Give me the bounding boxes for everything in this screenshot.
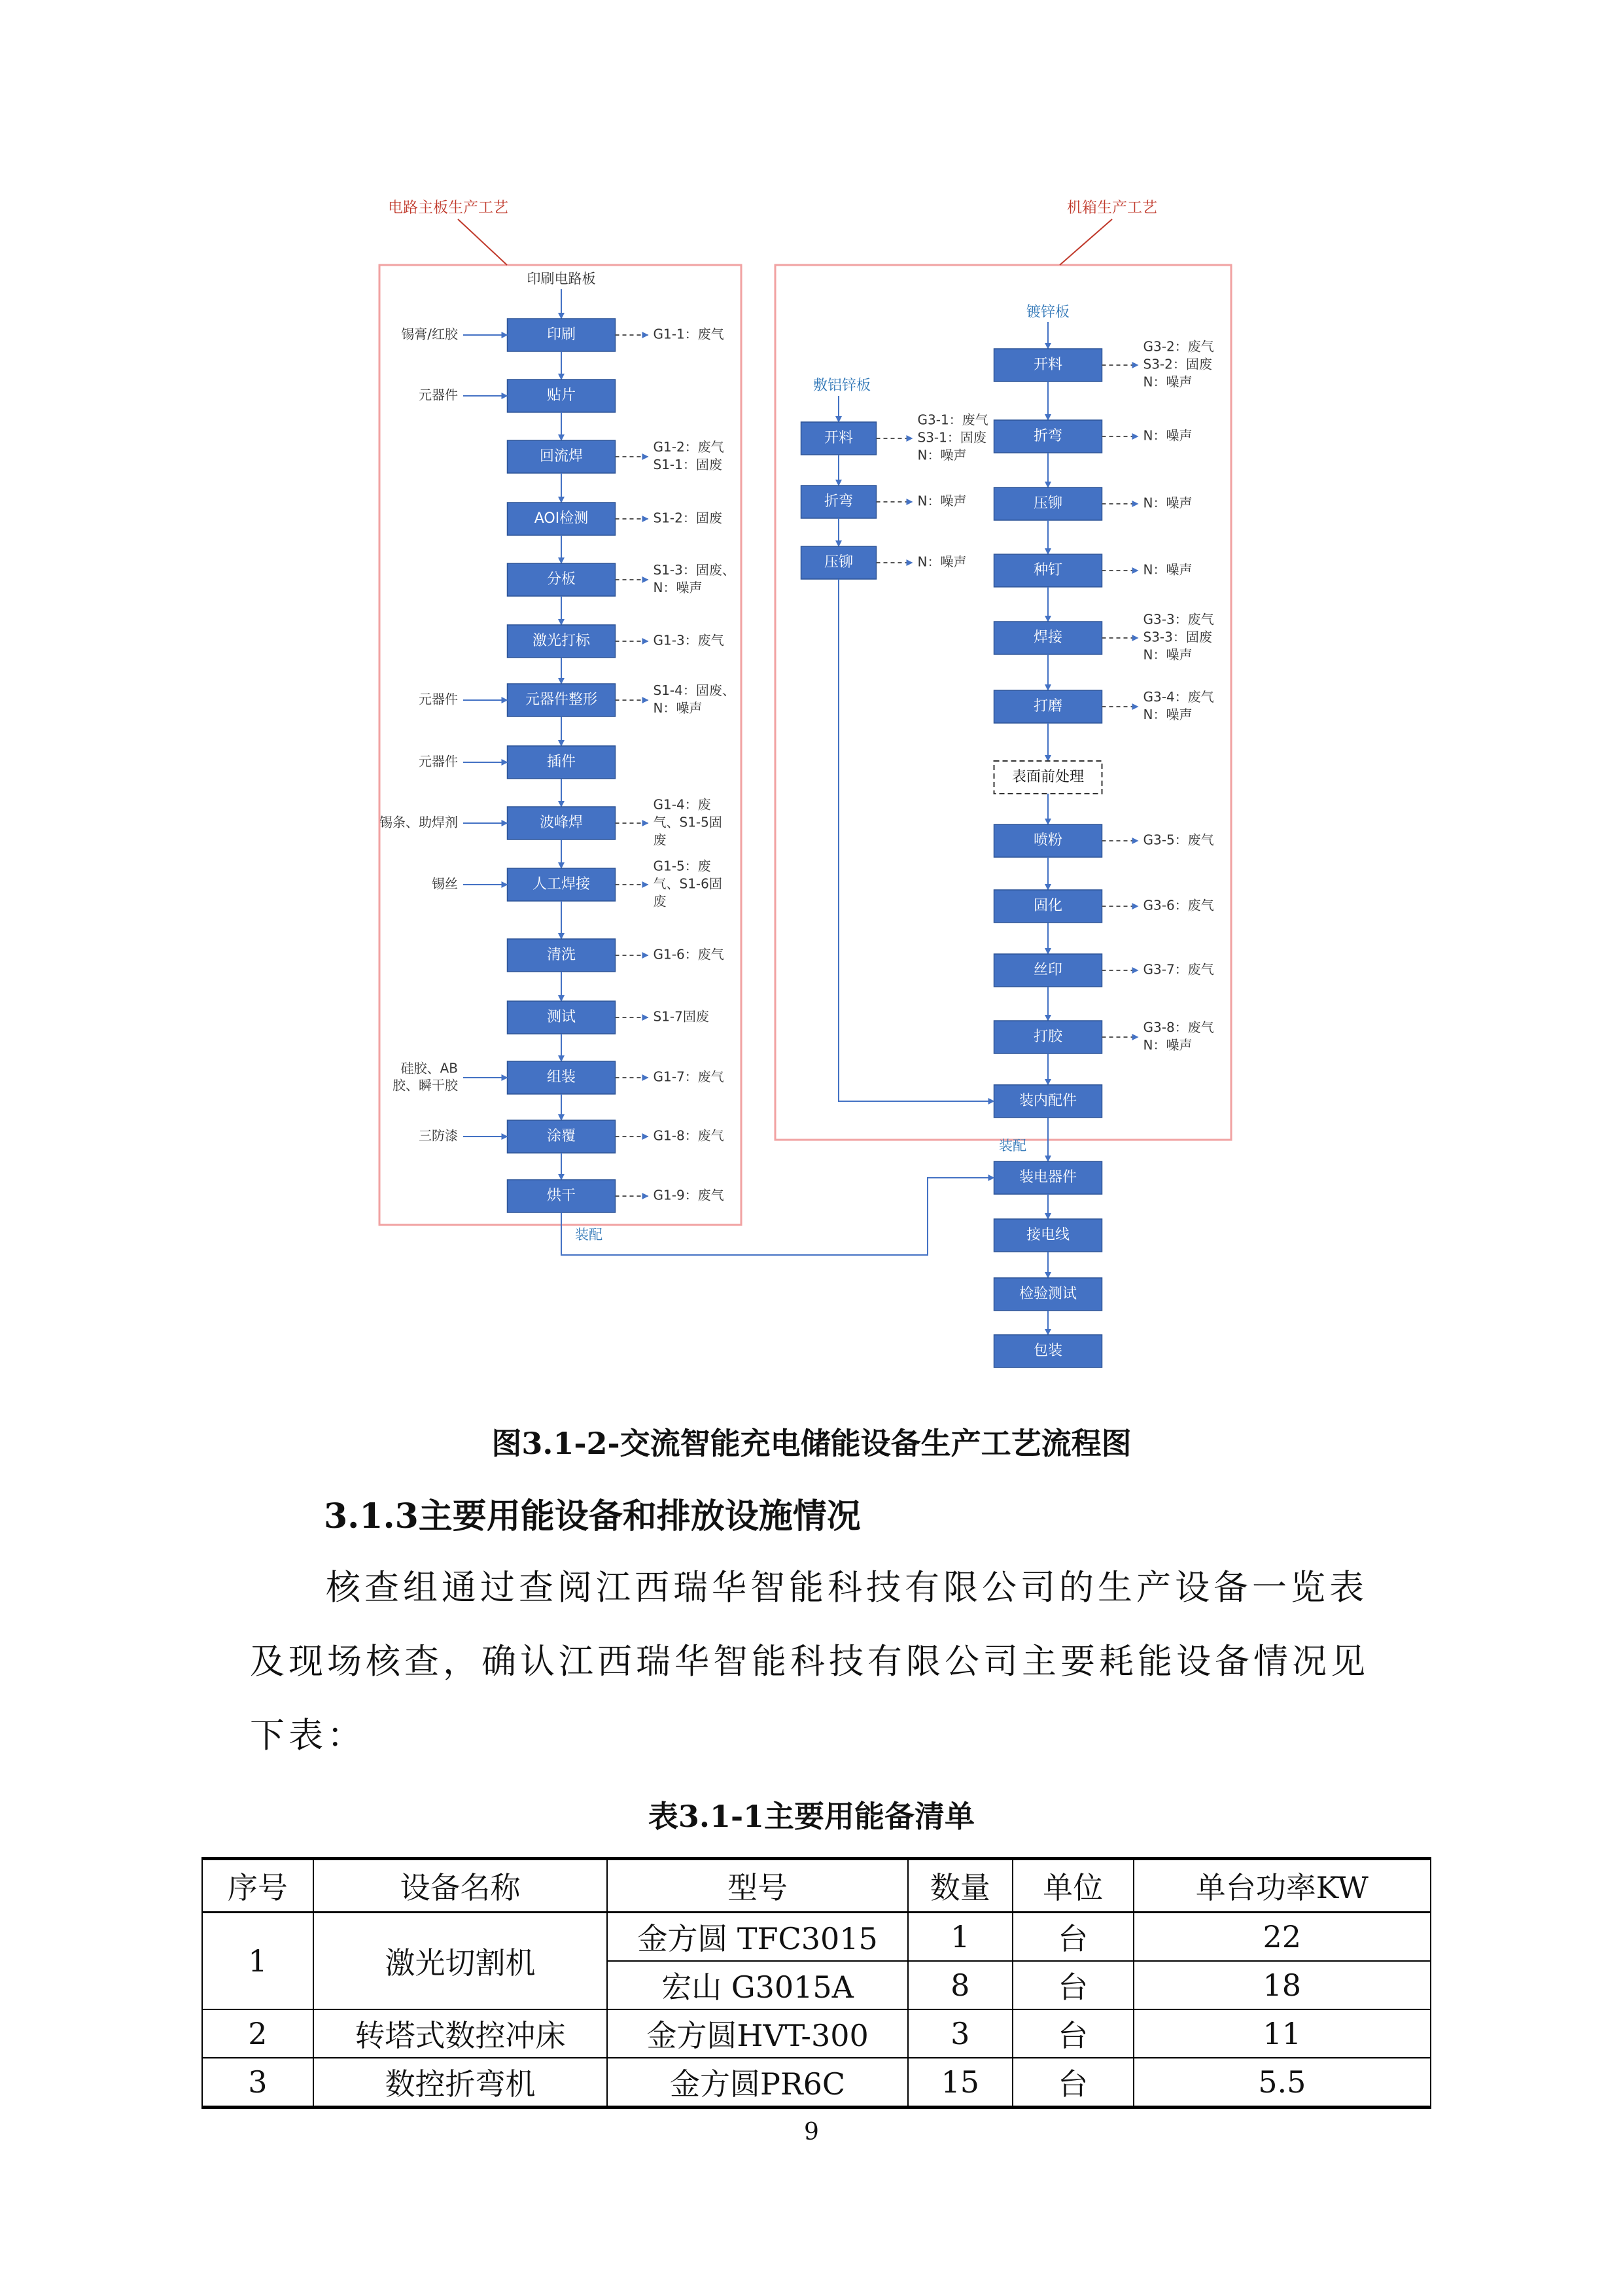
emission-label-line: G3-7：废气 xyxy=(1143,961,1214,978)
col-header-qty: 数量 xyxy=(908,1859,1013,1913)
emission-label-line: N：噪声 xyxy=(1143,561,1193,578)
emission-label-line: G3-5：废气 xyxy=(1143,832,1214,848)
final-process-box-label: 装电器件 xyxy=(1019,1169,1077,1186)
cell-power: 22 xyxy=(1134,1913,1431,1962)
process-box-label: 打胶 xyxy=(1033,1029,1063,1045)
process-box-label: 压铆 xyxy=(1033,495,1063,512)
cell-power: 18 xyxy=(1134,1961,1431,2009)
cell-power: 5.5 xyxy=(1134,2058,1431,2108)
emission-label-line: G3-4：废气 xyxy=(1143,689,1214,705)
emission-label-line: N：噪声 xyxy=(653,580,703,595)
emission-label-line: S3-2：固废 xyxy=(1143,356,1212,372)
emission-label-line: S3-1：固废 xyxy=(917,429,986,446)
emission-label-line: 废 xyxy=(653,832,667,848)
input-material-label: 元器件 xyxy=(419,753,458,769)
emission-label-line: 气、S1-5固 xyxy=(653,814,722,830)
emission-label-line: N：噪声 xyxy=(653,700,703,716)
emission-label-line: G3-2：废气 xyxy=(1143,338,1214,355)
cell-unit: 台 xyxy=(1013,1913,1134,1962)
table-title: 表3.1-1主要用能备清单 xyxy=(648,1799,975,1834)
process-box-label: 压铆 xyxy=(824,554,854,571)
emission-label-line: G1-9：废气 xyxy=(653,1187,724,1203)
emission-label-line: S1-1：固废 xyxy=(653,457,722,472)
process-box-label: 打磨 xyxy=(1033,698,1063,715)
process-box-label: 装内配件 xyxy=(1019,1093,1077,1109)
col-header-power: 单台功率KW xyxy=(1134,1859,1431,1913)
cell-qty: 15 xyxy=(908,2058,1013,2108)
pretreatment-box-label: 表面前处理 xyxy=(1011,769,1085,785)
body-paragraph: 核查组通过查阅江西瑞华智能科技有限公司的生产设备一览表及现场核查，确认江西瑞华智能科技有限公司主要耗能设备情况见下表： xyxy=(250,1568,1369,1756)
emission-label-line: S3-3：固废 xyxy=(1143,629,1212,645)
input-material-label: 胶、瞬干胶 xyxy=(393,1077,458,1093)
table-row xyxy=(202,2058,1431,2108)
left-section-leader xyxy=(458,219,507,265)
emission-label-line: G1-4：废 xyxy=(653,796,711,813)
process-box-label: 固化 xyxy=(1033,898,1063,914)
emission-label-line: G1-6：废气 xyxy=(653,946,724,963)
emission-label-line: G1-3：废气 xyxy=(653,632,724,648)
left-start-label: 印刷电路板 xyxy=(527,271,596,287)
cell-model: 金方圆PR6C xyxy=(607,2058,908,2108)
input-material-label: 元器件 xyxy=(419,387,458,403)
input-material-label: 元器件 xyxy=(419,691,458,707)
emission-label-line: 废 xyxy=(653,893,667,910)
process-box-label: 涂覆 xyxy=(546,1128,576,1144)
emission-label-line: G1-8：废气 xyxy=(653,1127,724,1144)
emission-label-line: N：噪声 xyxy=(917,493,967,509)
process-box-label: 折弯 xyxy=(1033,428,1063,444)
col-header-no: 序号 xyxy=(202,1859,313,1913)
table-row xyxy=(202,1913,1431,1962)
left-assembly-label: 装配 xyxy=(575,1227,602,1243)
emission-label-line: S1-3：固废、 xyxy=(653,562,735,578)
col-header-name: 设备名称 xyxy=(313,1859,607,1913)
equipment-table xyxy=(201,1857,1431,2109)
process-box-label: 喷粉 xyxy=(1033,832,1063,849)
process-box-label: 组装 xyxy=(546,1069,576,1086)
input-material-label: 锡条、助焊剂 xyxy=(379,814,458,830)
emission-label-line: 气、S1-6固 xyxy=(653,875,722,892)
emission-label-line: G3-3：废气 xyxy=(1143,611,1214,627)
process-box-label: 开料 xyxy=(824,430,854,446)
table-header-row xyxy=(202,1859,1431,1913)
section-heading: 3.1.3主要用能设备和排放设施情况 xyxy=(324,1496,861,1536)
cell-power: 11 xyxy=(1134,2009,1431,2058)
left-section-label: 电路主板生产工艺 xyxy=(388,199,508,217)
cell-model: 宏山 G3015A xyxy=(607,1961,908,2009)
process-box-label: AOI检测 xyxy=(534,510,589,527)
process-box-label: 元器件整形 xyxy=(525,692,598,708)
cell-unit: 台 xyxy=(1013,2058,1134,2108)
right-assembly-label: 装配 xyxy=(999,1138,1026,1154)
figure-caption: 图3.1-2-交流智能充电储能设备生产工艺流程图 xyxy=(491,1426,1132,1461)
cell-qty: 8 xyxy=(908,1961,1013,2009)
emission-label-line: G1-7：废气 xyxy=(653,1069,724,1085)
emission-label-line: S1-7固废 xyxy=(653,1008,709,1025)
emission-label-line: G3-6：废气 xyxy=(1143,897,1214,913)
process-box-label: 折弯 xyxy=(824,493,854,510)
right-section-label: 机箱生产工艺 xyxy=(1067,199,1157,217)
emission-label-line: N：噪声 xyxy=(1143,427,1193,444)
cell-no: 1 xyxy=(202,1913,313,2010)
final-process-box-label: 包装 xyxy=(1033,1343,1063,1359)
process-box-label: 烘干 xyxy=(546,1188,576,1204)
zn-material-label: 镀锌板 xyxy=(1026,304,1070,321)
process-box-label: 印刷 xyxy=(546,327,576,343)
process-box-label: 激光打标 xyxy=(532,633,591,649)
cell-name: 数控折弯机 xyxy=(313,2058,607,2108)
col-header-model: 型号 xyxy=(607,1859,908,1913)
right-section-leader xyxy=(1060,219,1112,265)
final-process-box-label: 检验测试 xyxy=(1019,1286,1077,1302)
process-box-label: 焊接 xyxy=(1033,629,1063,646)
al-material-label: 敷铝锌板 xyxy=(812,378,871,394)
cell-name: 转塔式数控冲床 xyxy=(313,2009,607,2058)
process-box-label: 插件 xyxy=(546,754,576,770)
process-box-label: 测试 xyxy=(546,1009,576,1025)
emission-label-line: G3-8：废气 xyxy=(1143,1019,1214,1035)
emission-label-line: N：噪声 xyxy=(1143,646,1193,663)
process-box-label: 波峰焊 xyxy=(539,815,584,831)
emission-label-line: G1-1：废气 xyxy=(653,326,724,342)
input-material-label: 硅胶、AB xyxy=(400,1060,458,1076)
table-row xyxy=(202,2009,1431,2058)
emission-label-line: N：噪声 xyxy=(917,447,967,463)
process-box-label: 开料 xyxy=(1033,357,1063,373)
board-to-assembly-connector xyxy=(561,1178,994,1255)
process-box-label: 人工焊接 xyxy=(532,876,591,892)
cell-no: 3 xyxy=(202,2058,313,2108)
cell-model: 金方圆HVT-300 xyxy=(607,2009,908,2058)
emission-label-line: N：噪声 xyxy=(1143,374,1193,390)
emission-label-line: G3-1：废气 xyxy=(917,412,988,428)
cell-unit: 台 xyxy=(1013,1961,1134,2009)
page-number: 9 xyxy=(804,2119,819,2146)
cell-model: 金方圆 TFC3015 xyxy=(607,1913,908,1962)
process-box-label: 种钉 xyxy=(1033,562,1063,578)
cell-name: 激光切割机 xyxy=(313,1913,607,2010)
cell-qty: 3 xyxy=(908,2009,1013,2058)
process-box-label: 清洗 xyxy=(546,947,576,963)
input-material-label: 锡膏/红胶 xyxy=(401,326,458,342)
emission-label-line: S1-2：固废 xyxy=(653,510,722,526)
emission-label-line: N：噪声 xyxy=(1143,495,1193,511)
col-header-unit: 单位 xyxy=(1013,1859,1134,1913)
emission-label-line: N：噪声 xyxy=(917,554,967,570)
input-material-label: 三防漆 xyxy=(419,1127,458,1144)
process-box-label: 分板 xyxy=(546,571,576,588)
emission-label-line: S1-4：固废、 xyxy=(653,682,735,698)
emission-label-line: G1-5：废 xyxy=(653,858,711,874)
final-process-box-label: 接电线 xyxy=(1026,1227,1070,1243)
emission-label-line: N：噪声 xyxy=(1143,1037,1193,1053)
emission-label-line: N：噪声 xyxy=(1143,707,1193,722)
al-to-assembly-connector xyxy=(839,579,994,1101)
emission-label-line: G1-2：废气 xyxy=(653,439,724,455)
process-box-label: 贴片 xyxy=(546,387,576,404)
input-material-label: 锡丝 xyxy=(432,875,458,892)
cell-unit: 台 xyxy=(1013,2009,1134,2058)
cell-qty: 1 xyxy=(908,1913,1013,1962)
process-box-label: 回流焊 xyxy=(539,448,584,465)
cell-no: 2 xyxy=(202,2009,313,2058)
process-box-label: 丝印 xyxy=(1033,962,1063,978)
